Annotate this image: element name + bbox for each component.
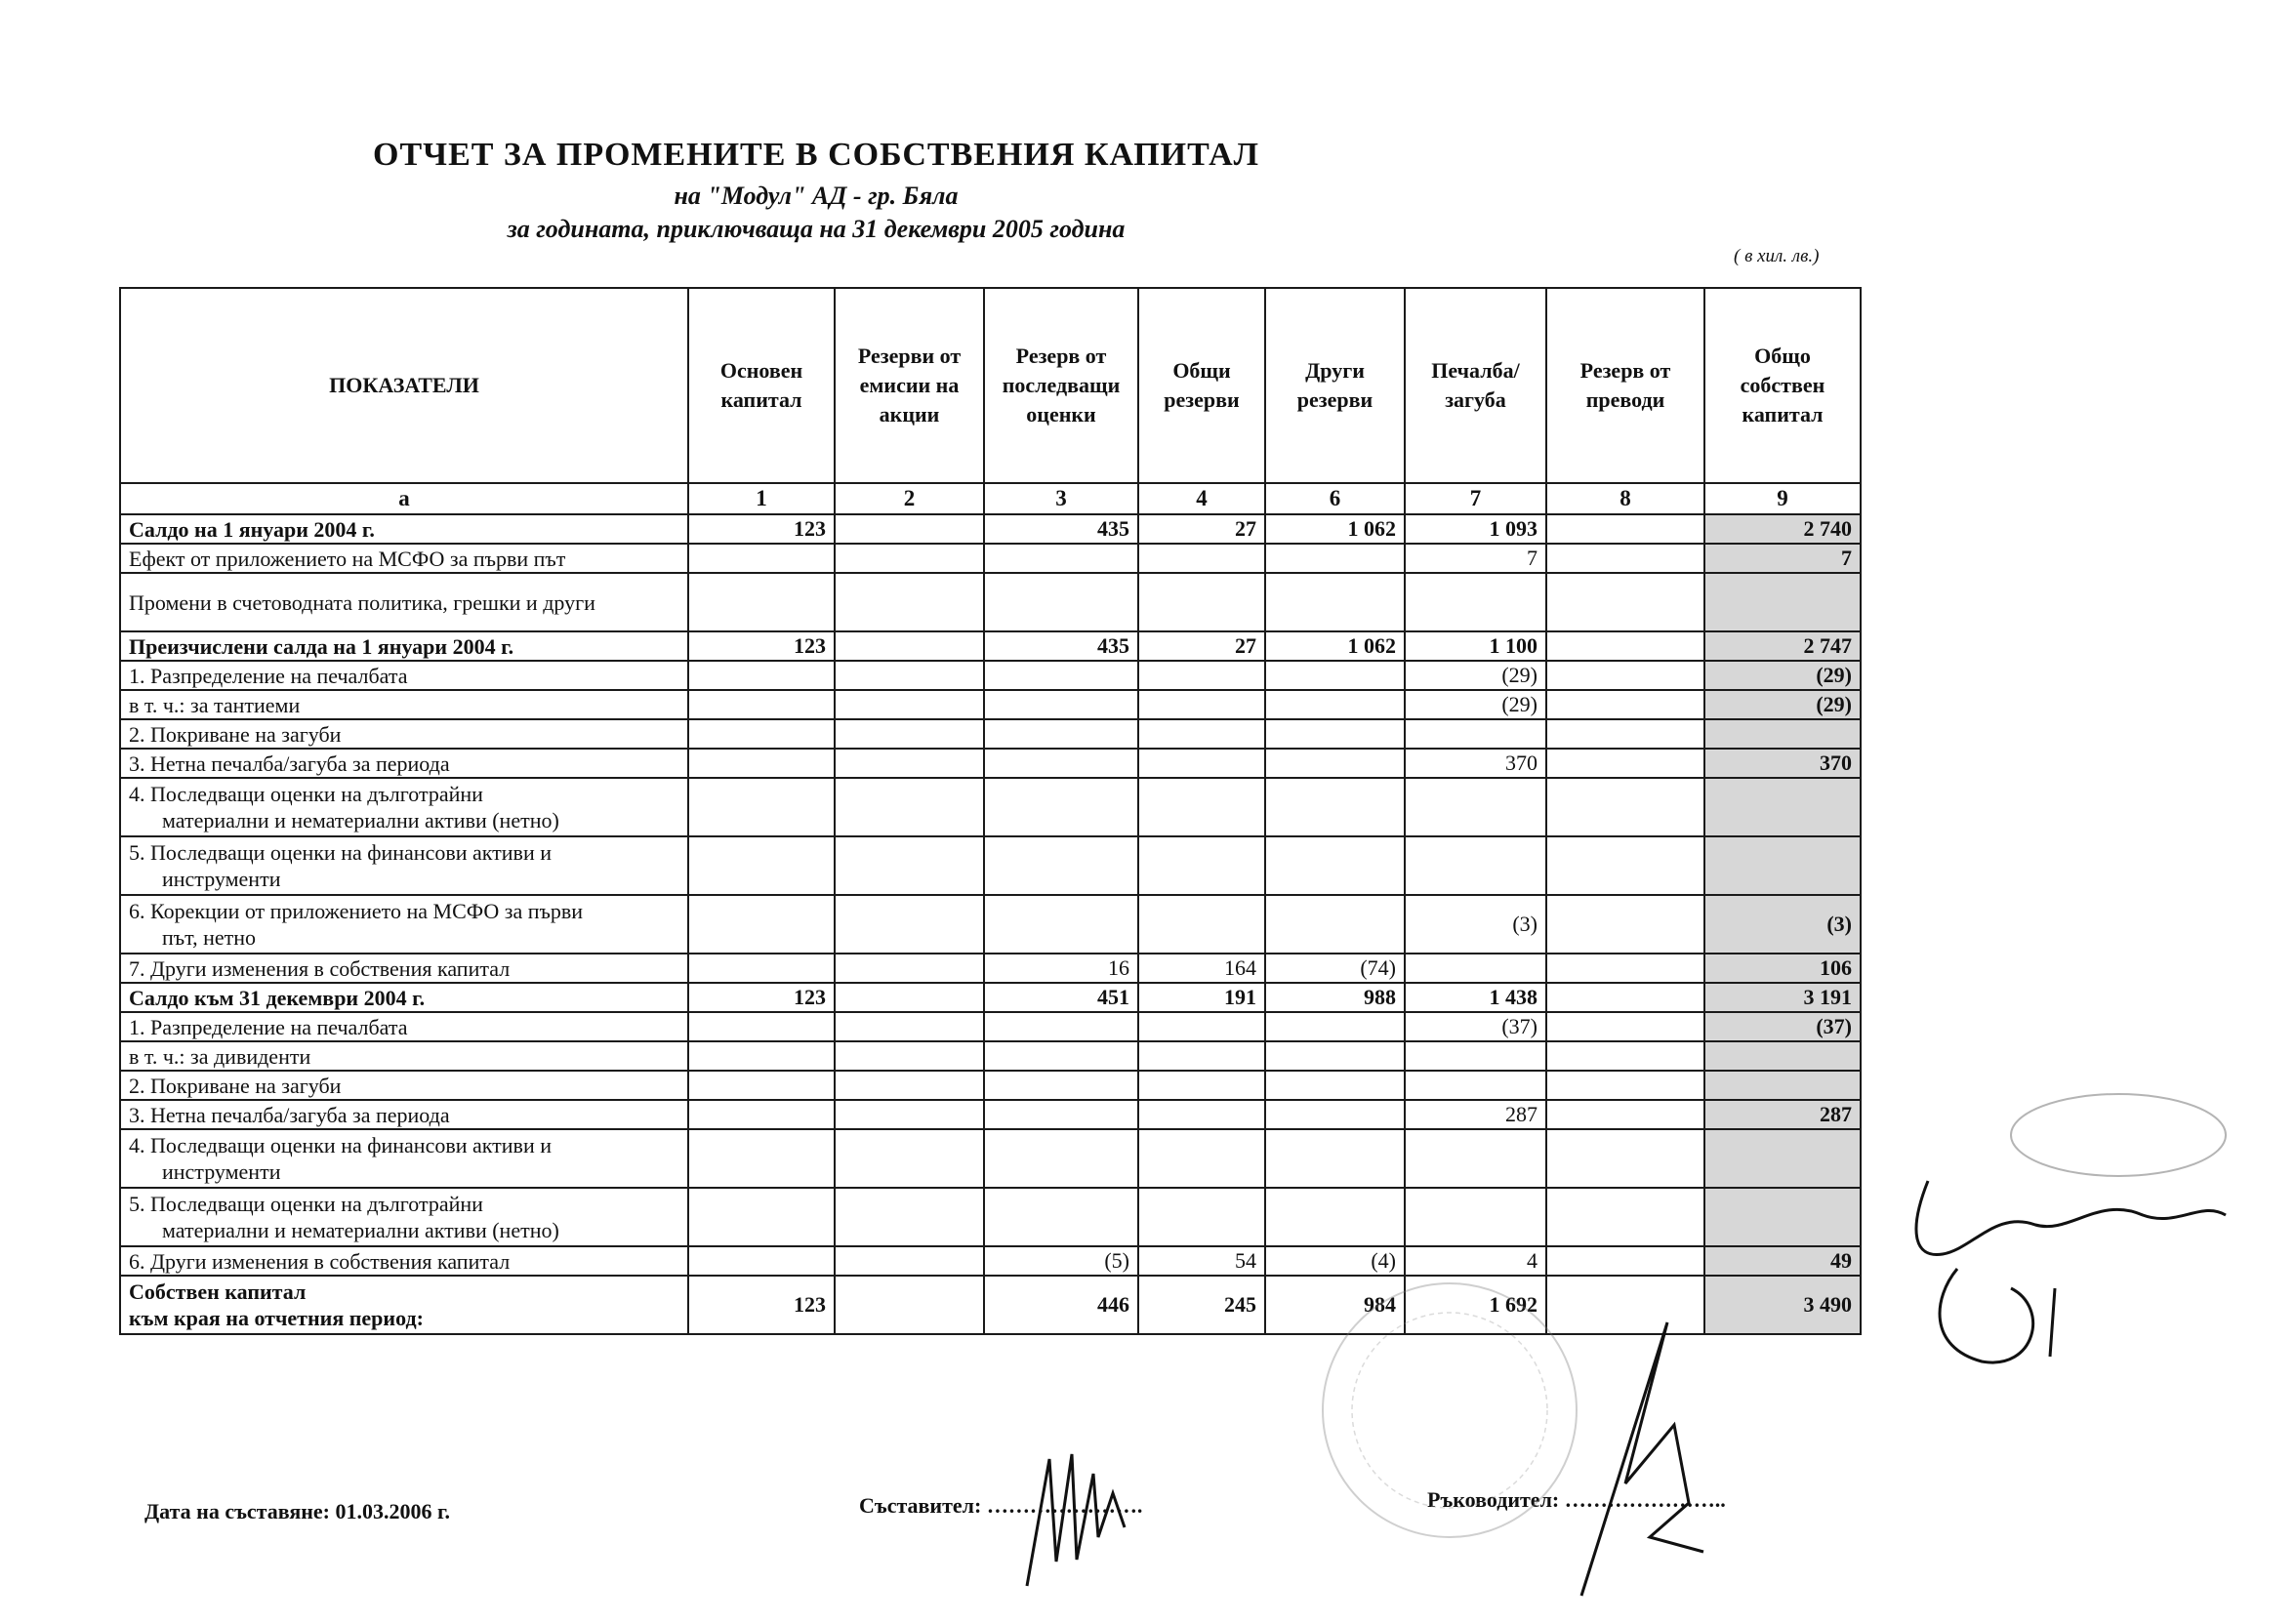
compiler-signature-line: Съставител: ………………….	[859, 1493, 1143, 1518]
revaluation-reserve-cell: 435	[984, 631, 1138, 661]
profit-loss-cell: (3)	[1405, 895, 1546, 954]
row-label: Салдо на 1 януари 2004 г.	[129, 516, 375, 542]
period-subtitle: за годината, приключваща на 31 декември 2005 година	[507, 215, 1126, 243]
row-label: Преизчислени салда на 1 януари 2004 г.	[129, 633, 514, 659]
auditor-signature	[1916, 1181, 2226, 1362]
other-reserves-cell: (74)	[1265, 954, 1405, 983]
col-header-general-reserves: Общи резерви	[1138, 288, 1265, 483]
manager-signature	[1581, 1322, 1703, 1596]
row-label: Промени в счетоводната политика, грешки и други	[129, 589, 595, 615]
col-number: 2	[835, 483, 984, 514]
row-label: Собствен капитал	[129, 1279, 307, 1304]
row-label: 1. Разпределение на печалбата	[129, 1014, 408, 1039]
row-label: в т. ч.: за дивиденти	[129, 1043, 311, 1069]
revaluation-reserve-cell: 451	[984, 983, 1138, 1012]
row-label: 5. Последващи оценки на дълготрайни	[129, 1192, 483, 1216]
col-number: 8	[1546, 483, 1704, 514]
total-equity-cell: 2 740	[1704, 514, 1861, 544]
row-label: Ефект от приложението на МСФО за първи път	[129, 546, 566, 571]
profit-loss-cell: (29)	[1405, 690, 1546, 719]
profit-loss-cell: 287	[1405, 1100, 1546, 1129]
col-header-revaluation-reserve: Резерв от последващи оценки	[984, 288, 1138, 483]
row-label-continuation: материални и нематериални активи (нетно)	[162, 1218, 559, 1242]
manager-signature-line: Ръководител: …………………..	[1427, 1487, 1726, 1512]
row-label: 4. Последващи оценки на финансови активи и	[129, 1133, 552, 1157]
row-label: 6. Други изменения в собствения капитал	[129, 1248, 511, 1274]
revaluation-reserve-cell: 446	[984, 1276, 1138, 1334]
col-number: 4	[1138, 483, 1265, 514]
row-label-continuation: към края на отчетния период:	[129, 1306, 424, 1330]
col-header-translation-reserve: Резерв от преводи	[1546, 288, 1704, 483]
row-label-continuation: инструменти	[162, 1159, 281, 1184]
total-equity-cell: 3 191	[1704, 983, 1861, 1012]
total-equity-cell: (3)	[1704, 895, 1861, 954]
compiler-signature	[1027, 1454, 1125, 1586]
general-reserves-cell: 54	[1138, 1246, 1265, 1276]
total-equity-cell: (29)	[1704, 661, 1861, 690]
share-capital-cell: 123	[688, 514, 835, 544]
share-capital-cell: 123	[688, 983, 835, 1012]
row-label: 6. Корекции от приложението на МСФО за първи	[129, 899, 584, 923]
total-equity-cell: (37)	[1704, 1012, 1861, 1041]
revaluation-reserve-cell: 16	[984, 954, 1138, 983]
row-label: в т. ч.: за тантиеми	[129, 692, 301, 717]
compilation-date: Дата на съставяне: 01.03.2006 г.	[144, 1499, 451, 1523]
general-reserves-cell: 245	[1138, 1276, 1265, 1334]
general-reserves-cell: 164	[1138, 954, 1265, 983]
profit-loss-cell: 1 093	[1405, 514, 1546, 544]
total-equity-cell: 49	[1704, 1246, 1861, 1276]
row-label: 4. Последващи оценки на дълготрайни	[129, 782, 483, 806]
profit-loss-cell: 1 100	[1405, 631, 1546, 661]
col-number: 7	[1405, 483, 1546, 514]
col-header-other-reserves: Други резерви	[1265, 288, 1405, 483]
row-label-continuation: път, нетно	[162, 925, 257, 950]
row-label-continuation: материални и нематериални активи (нетно)	[162, 808, 559, 832]
total-equity-cell: 2 747	[1704, 631, 1861, 661]
revaluation-reserve-cell: (5)	[984, 1246, 1138, 1276]
row-label: 3. Нетна печалба/загуба за периода	[129, 1102, 450, 1127]
profit-loss-cell: (37)	[1405, 1012, 1546, 1041]
col-number: 1	[688, 483, 835, 514]
units-note: ( в хил. лв.)	[1734, 246, 1820, 266]
col-number: 9	[1704, 483, 1861, 514]
profit-loss-cell: 1 692	[1405, 1276, 1546, 1334]
total-equity-cell: 287	[1704, 1100, 1861, 1129]
row-label: 2. Покриване на загуби	[129, 1073, 342, 1098]
row-label-continuation: инструменти	[162, 867, 281, 891]
row-label: 7. Други изменения в собствения капитал	[129, 955, 511, 981]
other-reserves-cell: 1 062	[1265, 631, 1405, 661]
col-header-total-equity: Общо собствен капитал	[1704, 288, 1861, 483]
general-reserves-cell: 191	[1138, 983, 1265, 1012]
total-equity-cell: 7	[1704, 544, 1861, 573]
profit-loss-cell: 1 438	[1405, 983, 1546, 1012]
general-reserves-cell: 27	[1138, 631, 1265, 661]
row-label: 3. Нетна печалба/загуба за периода	[129, 751, 450, 776]
total-equity-cell: 106	[1704, 954, 1861, 983]
col-number: 3	[984, 483, 1138, 514]
share-capital-cell: 123	[688, 631, 835, 661]
total-equity-cell: (29)	[1704, 690, 1861, 719]
col-header-share-capital: Основен капитал	[688, 288, 835, 483]
share-capital-cell: 123	[688, 1276, 835, 1334]
row-label: 1. Разпределение на печалбата	[129, 663, 408, 688]
col-header-profit-loss: Печалба/ загуба	[1405, 288, 1546, 483]
row-label: 5. Последващи оценки на финансови активи и	[129, 840, 552, 865]
total-equity-cell: 370	[1704, 749, 1861, 778]
general-reserves-cell: 27	[1138, 514, 1265, 544]
other-reserves-cell: 1 062	[1265, 514, 1405, 544]
total-equity-cell: 3 490	[1704, 1276, 1861, 1334]
row-label: Салдо към 31 декември 2004 г.	[129, 985, 426, 1010]
col-header-share-premium: Резерви от емисии на акции	[835, 288, 984, 483]
row-label: 2. Покриване на загуби	[129, 721, 342, 747]
oval-stamp	[2011, 1094, 2226, 1176]
other-reserves-cell: 988	[1265, 983, 1405, 1012]
other-reserves-cell: 984	[1265, 1276, 1405, 1334]
company-subtitle: на "Модул" АД - гр. Бяла	[674, 182, 959, 210]
col-number: 6	[1265, 483, 1405, 514]
profit-loss-cell: 370	[1405, 749, 1546, 778]
col-header-indicators: ПОКАЗАТЕЛИ	[120, 288, 688, 483]
profit-loss-cell: 7	[1405, 544, 1546, 573]
document-title: ОТЧЕТ ЗА ПРОМЕНИТЕ В СОБСТВЕНИЯ КАПИТАЛ	[373, 137, 1259, 173]
profit-loss-cell: 4	[1405, 1246, 1546, 1276]
round-seal	[1323, 1283, 1577, 1537]
revaluation-reserve-cell: 435	[984, 514, 1138, 544]
profit-loss-cell: (29)	[1405, 661, 1546, 690]
col-number: а	[120, 483, 688, 514]
other-reserves-cell: (4)	[1265, 1246, 1405, 1276]
